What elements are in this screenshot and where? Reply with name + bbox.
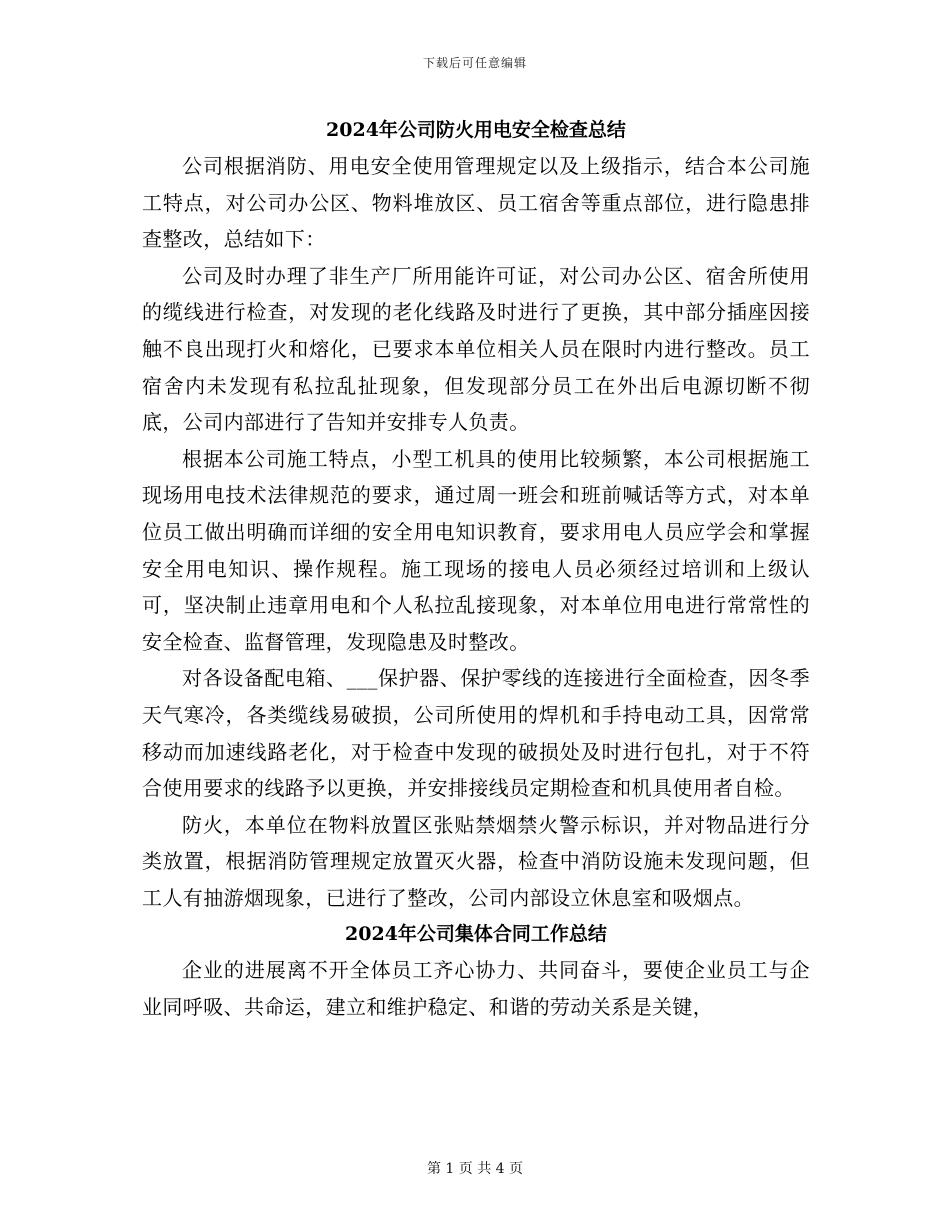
paragraph: 根据本公司施工特点，小型工机具的使用比较频繁，本公司根据施工现场用电技术法律规范的要求，通过周一班会和班前喊话等方式，对本单位员工做出明确而详细的安全用电知识教育，要求用电人员应学会和掌握安全用电知识、操作规程。施工现场的接电人员必须经过培训和上级认可，坚决制止违章用电和个人私拉乱接现象，对本单位用电进行常常性的安全检查、监督管理，发现隐患及时整改。	[142, 446, 810, 654]
document-body	[142, 112, 810, 1026]
paragraph: 对各设备配电箱、___保护器、保护零线的连接进行全面检查，因冬季天气寒冷，各类缆线易破损，公司所使用的焊机和手持电动工具，因常常移动而加速线路老化，对于检查中发现的破损处及时进行包扎，对于不符合使用要求的线路予以更换，并安排接线员定期检查和机具使用者自检。	[142, 666, 810, 801]
section-title-fire-safety: 2024年公司防火用电安全检查总结	[326, 119, 626, 141]
paragraph: 公司及时办理了非生产厂所用能许可证，对公司办公区、宿舍所使用的缆线进行检查，对发现的老化线路及时进行了更换，其中部分插座因接触不良出现打火和熔化，已要求本单位相关人员在限时内进行整改。员工宿舍内未发现有私拉乱扯现象，但发现部分员工在外出后电源切断不彻底，公司内部进行了告知并安排专人负责。	[142, 263, 810, 435]
section-title-collective-contract: 2024年公司集体合同工作总结	[345, 923, 607, 946]
page-number: 第 1 页 共 4 页	[426, 1161, 524, 1177]
page-header: 下载后可任意编辑	[422, 56, 527, 70]
paragraph: 公司根据消防、用电安全使用管理规定以及上级指示，结合本公司施工特点，对公司办公区、物料堆放区、员工宿舍等重点部位，进行隐患排查整改，总结如下：	[142, 154, 810, 252]
paragraph: 防火，本单位在物料放置区张贴禁烟禁火警示标识，并对物品进行分类放置，根据消防管理规定放置灭火器，检查中消防设施未发现问题，但工人有抽游烟现象，已进行了整改，公司内部设立休息室和吸烟点。	[142, 812, 810, 910]
paragraph: 企业的进展离不开全体员工齐心协力、共同奋斗，要使企业员工与企业同呼吸、共命运，建立和维护稳定、和谐的劳动关系是关键，	[142, 958, 810, 1020]
